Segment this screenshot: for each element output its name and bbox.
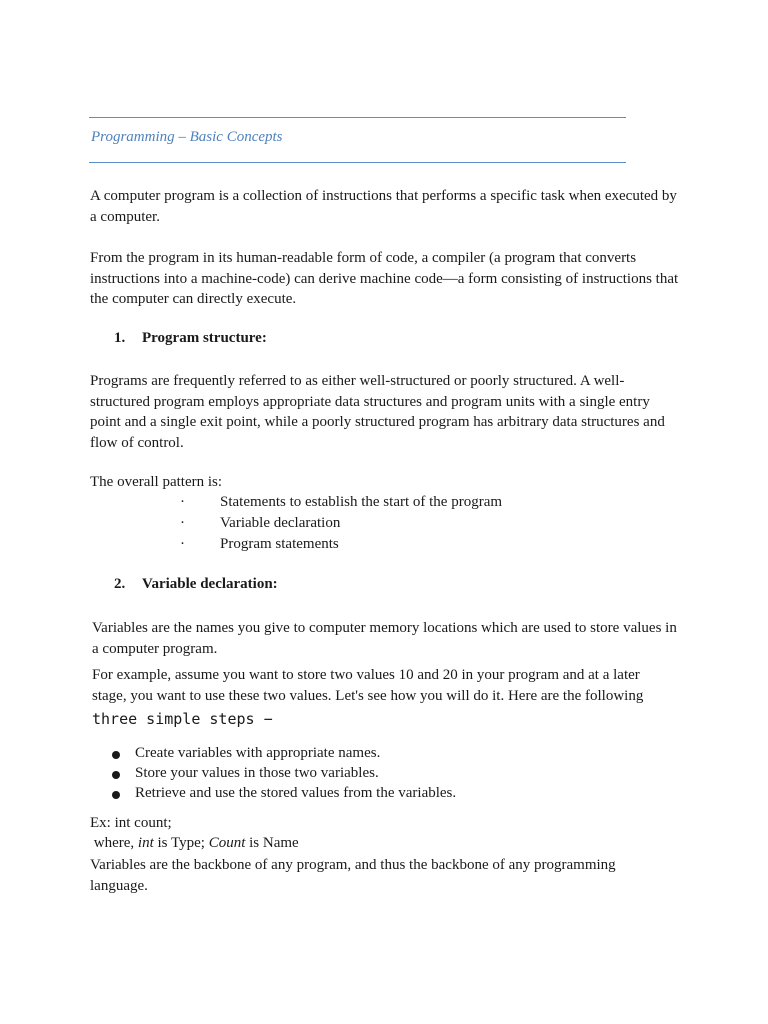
pattern-bullet: ·	[180, 536, 185, 552]
intro-paragraph-2: From the program in its human-readable form of code, a compiler (a program that converts instructions into a machine-code) can derive machine code—a form consisting of instructions that the computer can directly execute.	[90, 250, 679, 307]
section-2-paragraph-2-line-3: three simple steps −	[92, 710, 273, 728]
section-2-paragraph-2-line-2: stage, you want to use these two values. Let's see how you will do it. Here are the following	[92, 688, 644, 704]
where-type-word: int	[137, 835, 154, 851]
bullet-dot-icon	[112, 751, 120, 759]
step-label: Create variables with appropriate names.	[135, 745, 381, 761]
section-2-paragraph-1: Variables are the names you give to computer memory locations which are used to store values in a computer program.	[92, 620, 677, 657]
pattern-bullet: ·	[180, 494, 185, 510]
example-line: Ex: int count;	[90, 815, 172, 831]
where-line	[90, 835, 299, 852]
where-suffix: is Name	[245, 835, 299, 851]
pattern-item-label: Program statements	[220, 536, 339, 552]
header-bottom-rule	[89, 162, 626, 163]
step-label: Retrieve and use the stored values from the variables.	[135, 785, 457, 801]
section-1-paragraph: Programs are frequently referred to as either well-structured or poorly structured. A well-structured program employs appropriate data structures and program units with a single entry point and a single exit point, while a poorly structured program has arbitrary data structures and flow of control.	[90, 373, 665, 451]
where-mid: is Type;	[153, 835, 209, 851]
section-2-title: Variable declaration:	[142, 576, 278, 592]
where-name-word: Count	[208, 835, 246, 851]
section-2-paragraph-2-line-1: For example, assume you want to store two values 10 and 20 in your program and at a later	[92, 667, 640, 683]
document-title: Programming – Basic Concepts	[91, 129, 283, 145]
bullet-dot-icon	[112, 771, 120, 779]
section-1-number: 1.	[114, 330, 126, 346]
bullet-dot-icon	[112, 791, 120, 799]
pattern-item-label: Statements to establish the start of the program	[220, 494, 503, 510]
where-prefix: where,	[90, 835, 138, 851]
pattern-intro: The overall pattern is:	[90, 474, 223, 490]
header-top-rule	[89, 117, 626, 118]
section-1-title: Program structure:	[142, 330, 267, 346]
step-label: Store your values in those two variables.	[135, 765, 379, 781]
section-2-number: 2.	[114, 576, 126, 592]
pattern-bullet: ·	[180, 515, 185, 531]
intro-paragraph-1: A computer program is a collection of instructions that performs a specific task when executed by a computer.	[90, 188, 677, 225]
closing-paragraph: Variables are the backbone of any program, and thus the backbone of any programming language.	[90, 857, 616, 894]
pattern-item-label: Variable declaration	[220, 515, 341, 531]
